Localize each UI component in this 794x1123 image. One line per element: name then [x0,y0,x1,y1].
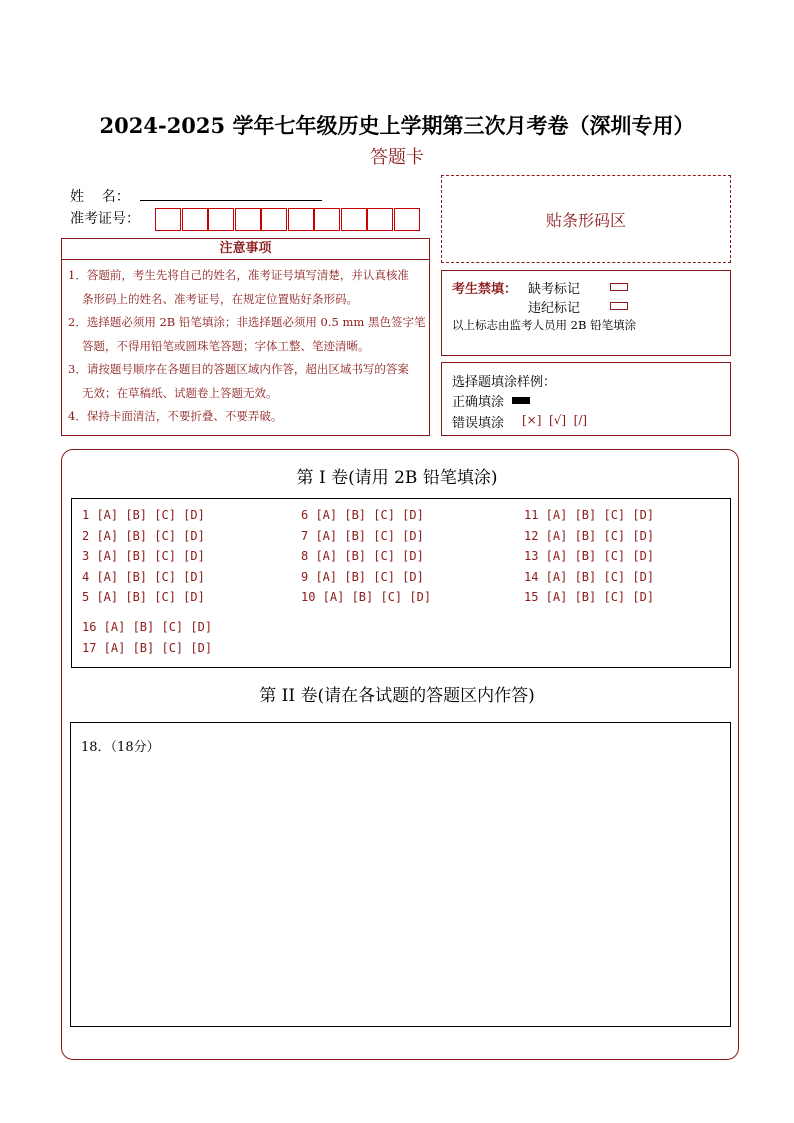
absent-mark-box[interactable] [610,283,628,291]
id-digit-box[interactable] [341,208,367,231]
wrong-fill-samples: [×] [√] [/] [522,413,588,427]
choice-row[interactable]: 10 [A] [B] [C] [D] [301,590,432,604]
choice-row[interactable]: 15 [A] [B] [C] [D] [524,590,655,604]
id-digit-box[interactable] [208,208,234,231]
id-digit-box[interactable] [314,208,340,231]
absent-label: 缺考标记 [528,282,581,297]
exam-marks-label: 考生禁填： [452,282,518,297]
choice-answer-box [71,498,731,668]
fill-example-panel [441,362,731,436]
id-label: 准考证号： [70,211,140,227]
notes-item: 2．选择题必须用 2B 铅笔填涂；非选择题必须用 0.5 mm 黑色签字笔 [68,315,426,329]
notes-heading: 注意事项 [61,238,430,260]
choice-column-1 [82,508,205,611]
essay-answer-box[interactable] [70,722,731,1027]
correct-fill-sample [512,397,530,404]
page-subtitle: 答题卡 [370,147,424,168]
id-digit-box[interactable] [367,208,393,231]
choice-row[interactable]: 12 [A] [B] [C] [D] [524,528,655,543]
barcode-area [441,175,731,263]
part1-title: 第 I 卷(请用 2B 铅笔填涂) [296,468,498,488]
violation-label: 违纪标记 [528,301,581,316]
choice-row[interactable]: 13 [A] [B] [C] [D] [524,549,655,563]
id-digit-box[interactable] [182,208,208,231]
notes-item-cont: 答题，不得用铅笔或圆珠笔答题；字体工整、笔迹清晰。 [82,338,370,353]
exam-marks-panel [441,270,731,356]
correct-fill-label: 正确填涂 [452,395,505,410]
id-digit-box[interactable] [288,208,314,231]
choice-row[interactable]: 6 [A] [B] [C] [D] [301,508,424,522]
page-title: 2024-2025 学年七年级历史上学期第三次月考卷（深圳专用） [99,113,695,138]
violation-mark-box[interactable] [610,302,628,310]
id-digit-box[interactable] [261,208,287,231]
choice-row[interactable]: 3 [A] [B] [C] [D] [82,549,205,563]
choice-row[interactable]: 9 [A] [B] [C] [D] [301,569,424,584]
choice-row[interactable]: 17 [A] [B] [C] [D] [82,640,213,655]
choice-column-2 [301,508,431,611]
choice-row[interactable]: 8 [A] [B] [C] [D] [301,549,424,563]
notes-list [61,260,430,436]
choice-column-3 [524,508,654,611]
notes-item-cont: 无效；在草稿纸、试题卷上答题无效。 [82,385,278,400]
choice-row[interactable]: 2 [A] [B] [C] [D] [82,528,205,543]
choice-column-4 [82,620,212,661]
exam-marks-note: 以上标志由监考人员用 2B 铅笔填涂 [452,318,637,332]
notes-item-cont: 条形码上的姓名、准考证号，在规定位置贴好条形码。 [82,291,358,306]
part2-title: 第 II 卷(请在各试题的答题区内作答) [259,686,535,706]
fill-example-label: 选择题填涂样例： [452,375,557,390]
notes-item: 3．请按题号顺序在各题目的答题区域内作答，超出区域书写的答案 [68,362,409,376]
choice-row[interactable]: 4 [A] [B] [C] [D] [82,569,205,584]
id-digit-box[interactable] [235,208,261,231]
choice-row[interactable]: 16 [A] [B] [C] [D] [82,620,213,634]
notes-item: 4．保持卡面清洁，不要折叠、不要弄破。 [68,409,283,423]
name-field[interactable] [140,200,322,201]
wrong-fill-label: 错误填涂 [452,416,505,431]
id-digit-box[interactable] [155,208,181,231]
choice-row[interactable]: 1 [A] [B] [C] [D] [82,508,205,522]
choice-row[interactable]: 11 [A] [B] [C] [D] [524,508,655,522]
question-18-label: 18．（18分） [81,740,160,755]
id-digit-box[interactable] [394,208,420,231]
choice-row[interactable]: 7 [A] [B] [C] [D] [301,528,424,543]
name-label: 姓 名： [70,189,130,205]
notes-item: 1．答题前，考生先将自己的姓名，准考证号填写清楚，并认真核准 [68,268,409,282]
choice-row[interactable]: 5 [A] [B] [C] [D] [82,590,205,604]
choice-row[interactable]: 14 [A] [B] [C] [D] [524,569,655,584]
barcode-label: 贴条形码区 [545,210,626,230]
